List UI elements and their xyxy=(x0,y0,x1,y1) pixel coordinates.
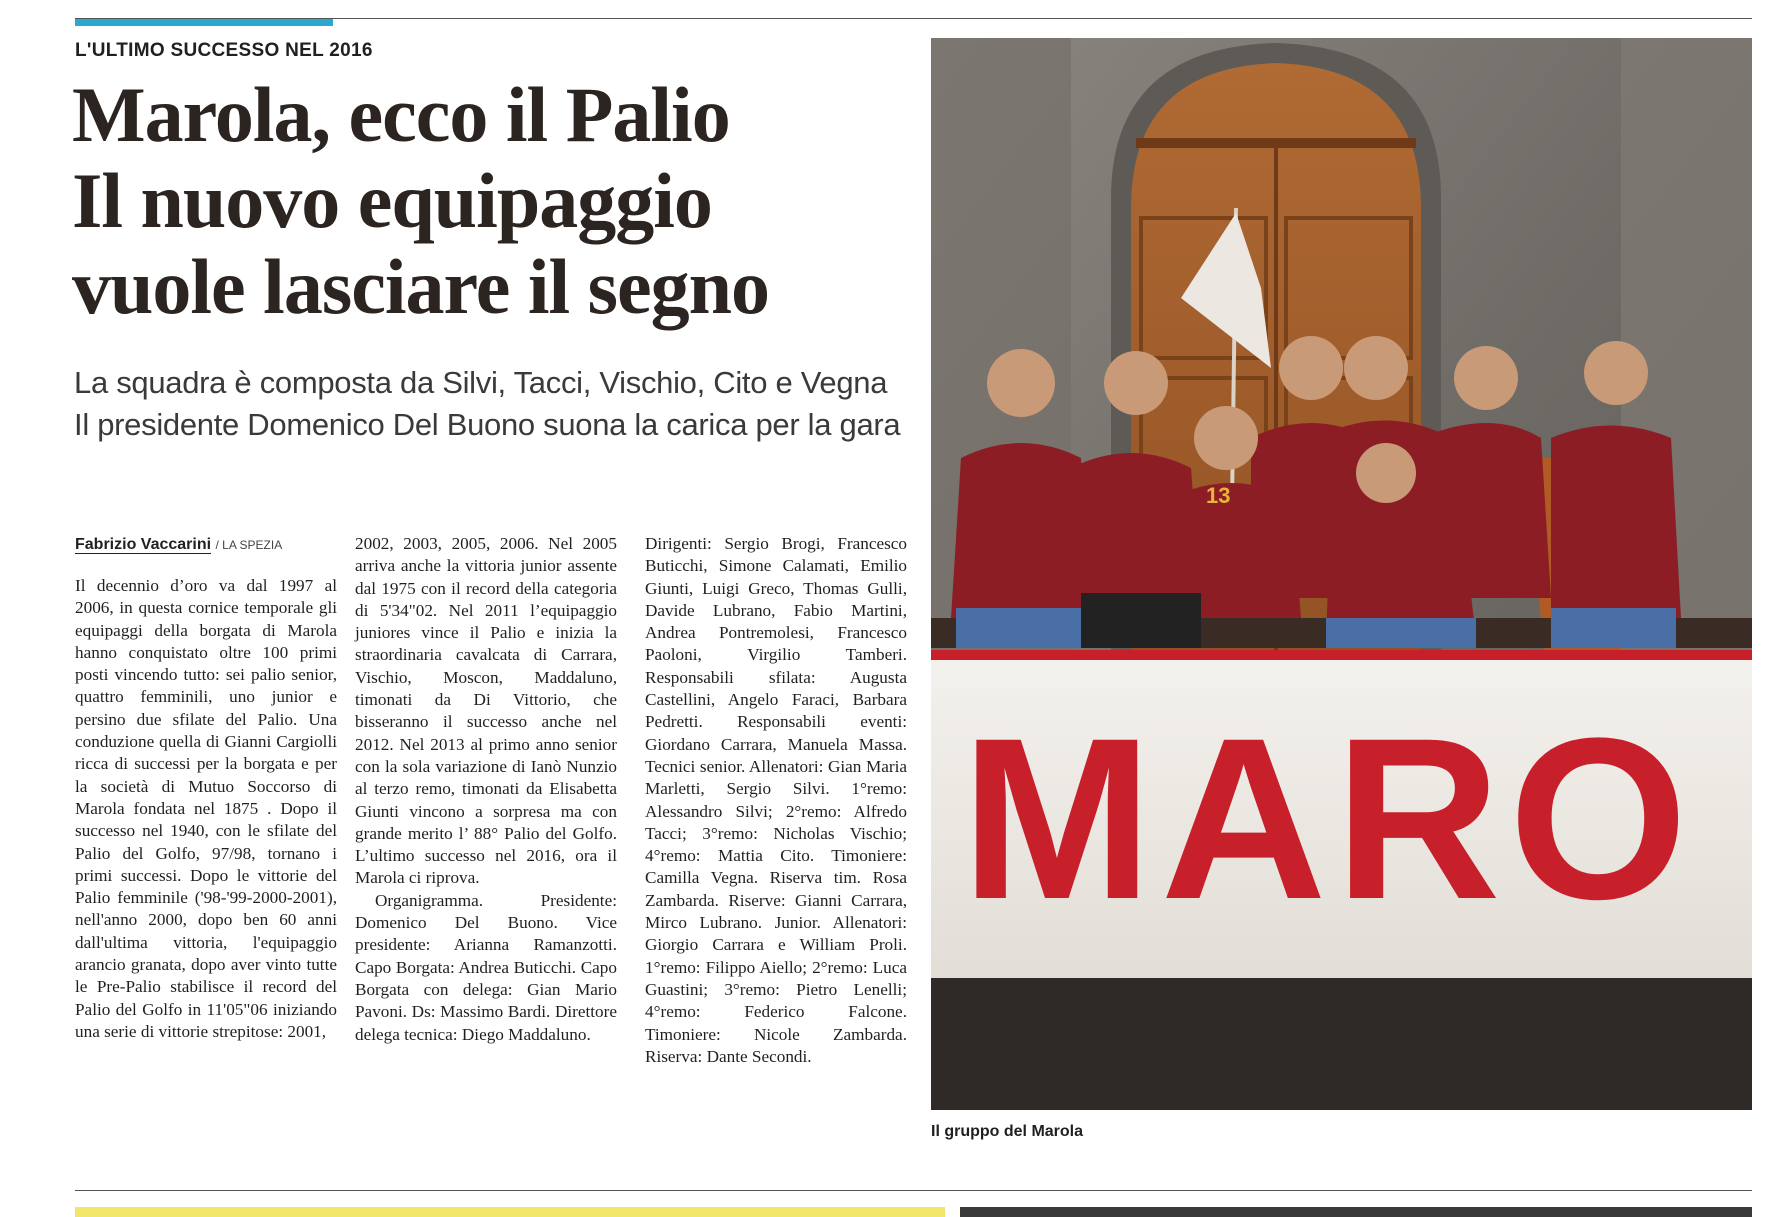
headline-line-1: Marola, ecco il Palio xyxy=(72,71,730,158)
column-1-paragraph: Il decennio d’oro va dal 1997 al 2006, in questa cornice temporale gli equipaggi della borgata di Marola hanno conquistato oltre 100 primi posti vincendo tutto: sei palio senior, quattro femminili, uno junior e persino due sfilate del Palio. Una conduzione quella di Gianni Cargiolli ricca di successi per la borgata e per la società di Mutuo Soccorso di Marola fondata nel 1875 . Dopo il successo nel 1940, con le sfilate del Palio del Golfo, 97/98, tornano i primi successi. Dopo le vittorie del Palio femminile ('98-'99-2000-2001), nell'anno 2000, dopo ben 60 anni dall'ultima vittoria, l'equipaggio arancio granata, dopo aver vinto tutte le Pre-Palio stabilisce il record del Palio del Golfo in 11'05"06 iniziando una serie di vittorie strepitose: 2001, xyxy=(75,576,337,1041)
byline-author: Fabrizio Vaccarini xyxy=(75,536,212,553)
subhead-line-2: Il presidente Domenico Del Buono suona la carica per la gara xyxy=(74,407,901,442)
article-column-2 xyxy=(355,533,617,1046)
headline-line-2: Il nuovo equipaggio xyxy=(72,157,712,244)
column-2-paragraph-2: Organigramma. Presidente: Domenico Del Buono. Vice presidente: Arianna Ramanzotti. Capo Borgata: Andrea Buticchi. Capo Borgata con delega: Gian Mario Pavoni. Ds: Massimo Bardi. Direttore delega tecnica: Diego Maddaluno. xyxy=(355,890,617,1044)
subhead xyxy=(74,362,914,446)
subhead-line-1: La squadra è composta da Silvi, Tacci, Vischio, Cito e Vegna xyxy=(74,365,888,400)
headline-line-3: vuole lasciare il segno xyxy=(72,243,770,330)
kicker: L'ULTIMO SUCCESSO NEL 2016 xyxy=(75,40,373,61)
article-column-3 xyxy=(645,533,907,1068)
byline-location: / LA SPEZIA xyxy=(215,538,283,552)
column-2-paragraph-1: 2002, 2003, 2005, 2006. Nel 2005 arriva anche la vittoria junior assente dal 1975 con il record della categoria di 5'34"02. Nel 2011 l’equipaggio juniores vince il Palio e inizia la straordinaria cavalcata di Carrara, Vischio, Moscon, Maddaluno, timonati da Di Vittorio, che bisseranno il successo anche nel 2012. Nel 2013 al primo anno senior con la sola variazione di Ianò Nunzio al terzo remo, timonati da Elisabetta Giunti vincono a sorpresa ma con grande merito l’ 88° Palio del Golfo. L’ultimo successo nel 2016, ora il Marola ci riprova. xyxy=(355,534,617,888)
accent-bar xyxy=(75,19,333,26)
article-column-1 xyxy=(75,575,337,1043)
jersey-number: 13 xyxy=(1206,483,1231,508)
banner-text: MARO xyxy=(961,690,1696,947)
bottom-band-yellow xyxy=(75,1207,945,1217)
headline xyxy=(72,72,912,330)
bottom-band-photo xyxy=(960,1207,1752,1217)
photo-caption: Il gruppo del Marola xyxy=(931,1123,1084,1140)
team-photo xyxy=(931,38,1752,1110)
column-3-paragraph: Dirigenti: Sergio Brogi, Francesco Buticchi, Simone Calamati, Emilio Giunti, Luigi Greco, Thomas Gulli, Davide Lubrano, Fabio Martini, Andrea Pontremolesi, Francesco Paoloni, Virgilio Tamberi. Responsabili sfilata: Augusta Castellini, Angelo Faraci, Barbara Pedretti. Responsabili eventi: Giordano Carrara, Manuela Massa. Tecnici senior. Allenatori: Gian Maria Marletti, Sergio Silvi. 1°remo: Alessandro Silvi; 2°remo: Alfredo Tacci; 3°remo: Nicholas Vischio; 4°remo: Mattia Cito. Timoniere: Camilla Vegna. Riserva tim. Rosa Zambarda. Riserve: Gianni Carrara, Mirco Lubrano. Junior. Allenatori: Giorgio Carrara e William Proli. 1°remo: Filippo Aiello; 2°remo: Luca Guastini; 3°remo: Pietro Lenelli; 4°remo: Federico Falcone. Timoniere: Nicole Zambarda. Riserva: Dante Secondi. xyxy=(645,534,907,1066)
byline xyxy=(75,536,282,554)
bottom-rule xyxy=(75,1190,1752,1191)
